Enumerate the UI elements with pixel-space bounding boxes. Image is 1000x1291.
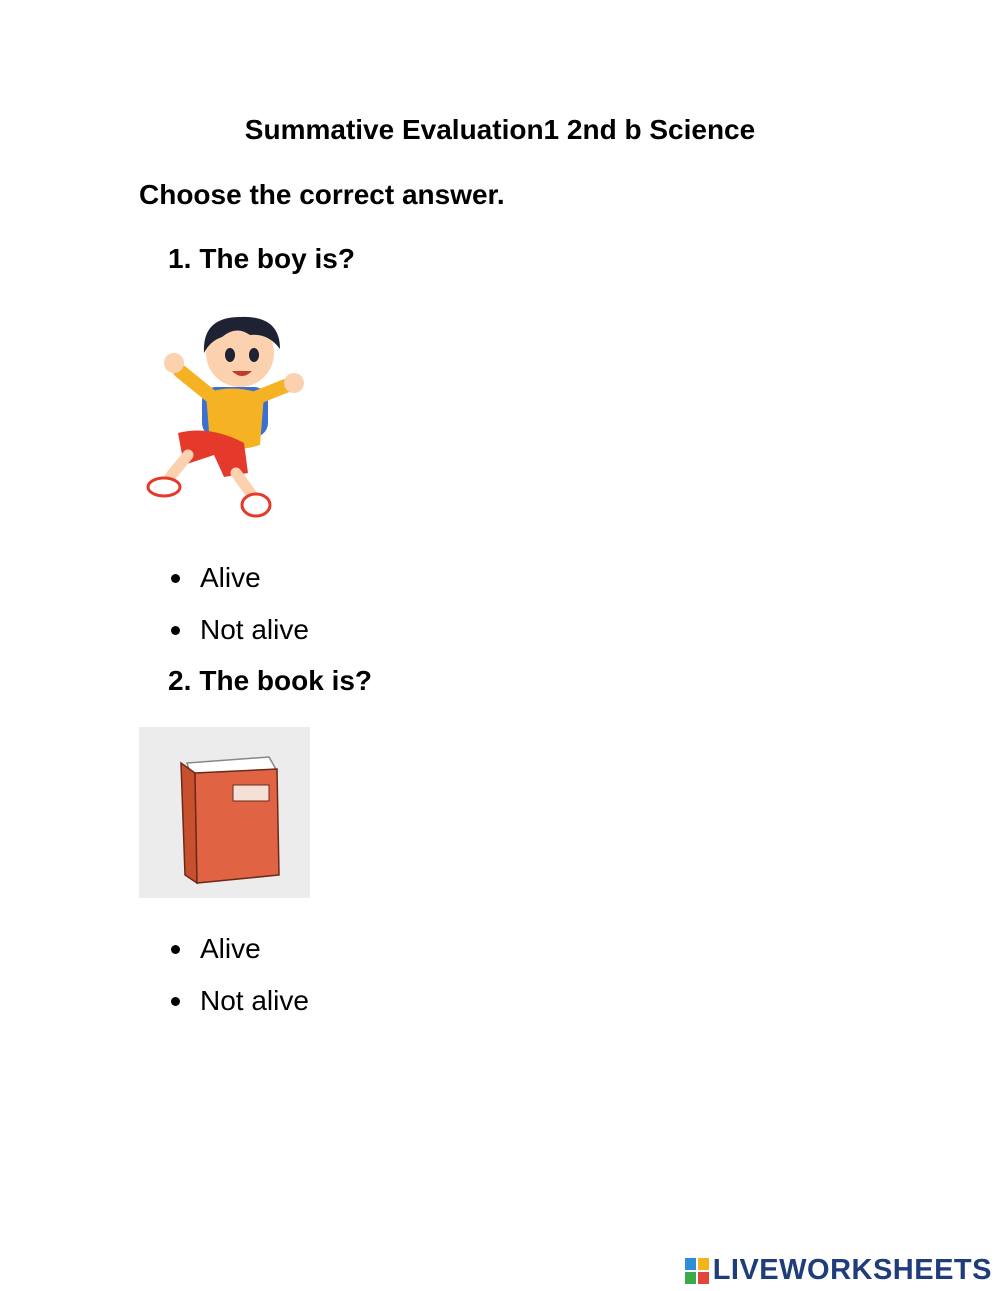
option-label: Alive bbox=[200, 933, 261, 964]
question-1 bbox=[168, 243, 355, 275]
bullet-icon bbox=[171, 574, 180, 583]
question-2-option-not-alive[interactable] bbox=[168, 985, 309, 1017]
bullet-icon bbox=[171, 997, 180, 1006]
question-number: 1. bbox=[168, 243, 192, 274]
question-2-option-alive[interactable] bbox=[168, 933, 261, 965]
question-number: 2. bbox=[168, 665, 192, 696]
option-label: Alive bbox=[200, 562, 261, 593]
logo-text: LIVEWORKSHEETS bbox=[712, 1254, 992, 1286]
option-label: Not alive bbox=[200, 985, 309, 1016]
liveworksheets-logo bbox=[685, 1254, 992, 1287]
question-1-option-not-alive[interactable] bbox=[168, 614, 309, 646]
bullet-icon bbox=[171, 626, 180, 635]
question-1-option-alive[interactable] bbox=[168, 562, 261, 594]
liveworksheets-logo-icon bbox=[685, 1258, 709, 1284]
option-label: Not alive bbox=[200, 614, 309, 645]
question-text: The book is? bbox=[199, 665, 373, 696]
boy-illustration-icon bbox=[140, 305, 315, 527]
question-2 bbox=[168, 665, 372, 697]
question-text: The boy is? bbox=[199, 243, 355, 274]
page-title: Summative Evaluation1 2nd b Science bbox=[244, 114, 756, 145]
book-illustration-icon bbox=[139, 727, 310, 898]
instruction-text: Choose the correct answer. bbox=[139, 179, 505, 210]
bullet-icon bbox=[171, 945, 180, 954]
